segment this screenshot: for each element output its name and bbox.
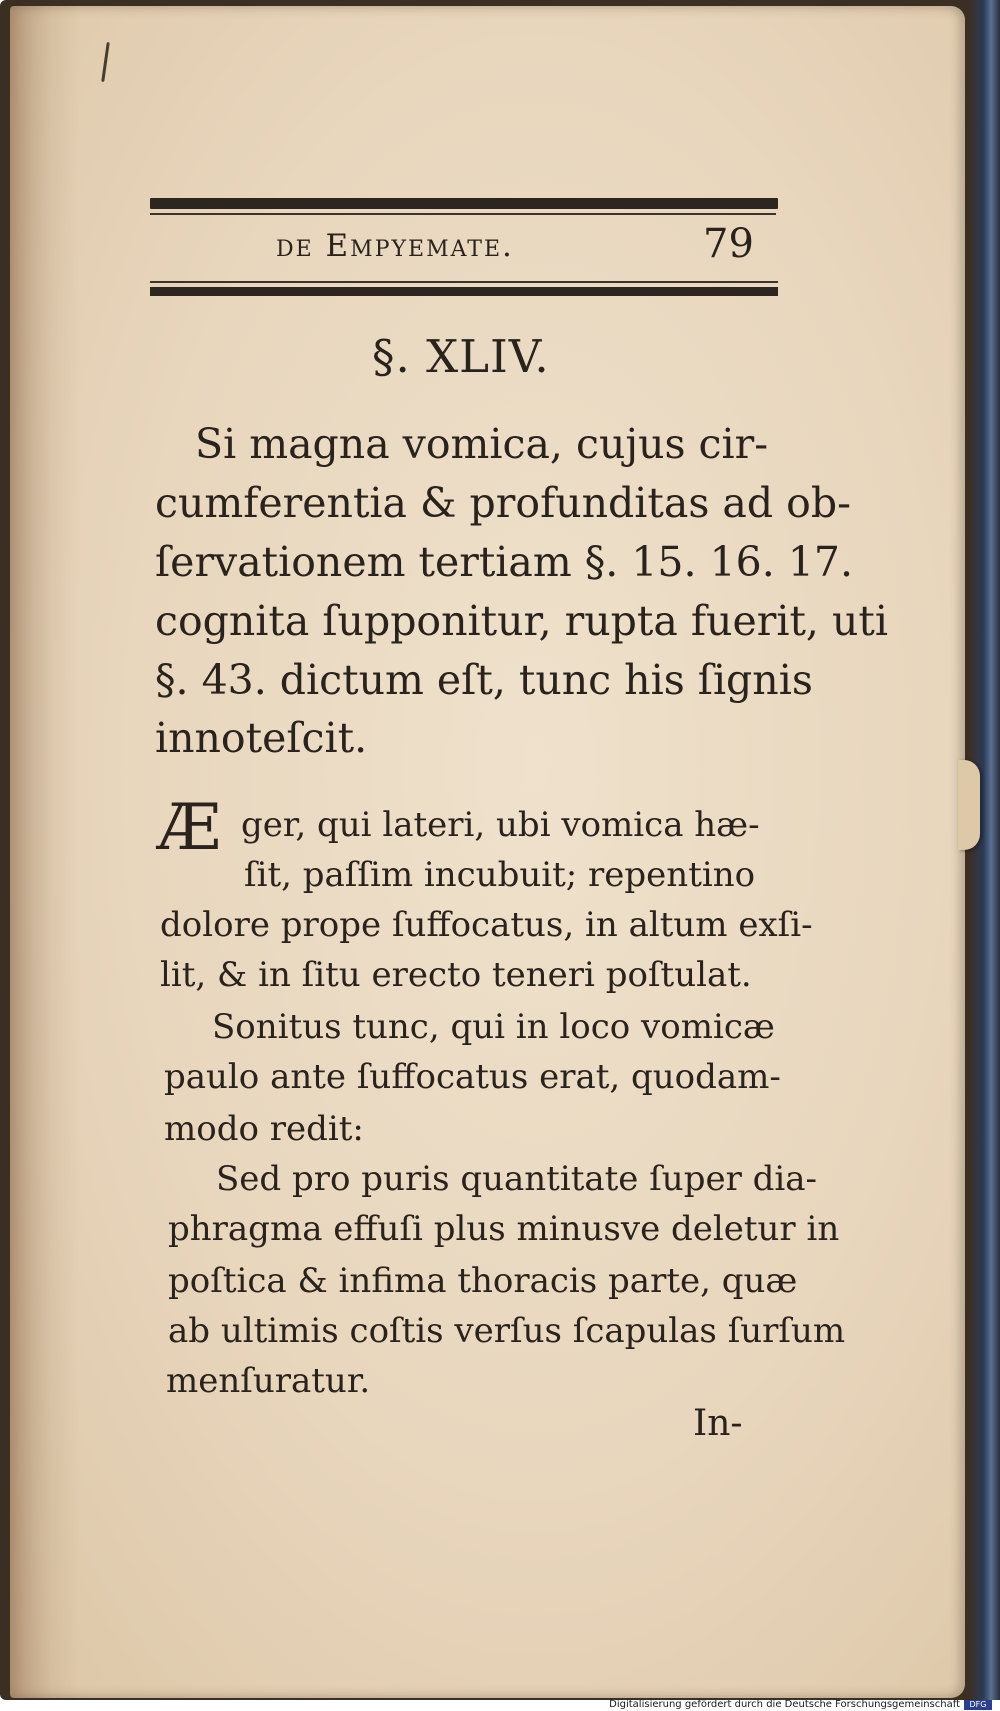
para1-line: Si magna vomica, cujus cir-	[195, 420, 769, 468]
para2-line: menſuratur.	[166, 1361, 371, 1401]
drop-cap-letter: Æ	[157, 791, 222, 865]
para1-line: cognita ſupponitur, rupta fuerit, uti	[155, 597, 888, 645]
para1-line: ſervationem tertiam §. 15. 16. 17.	[155, 538, 854, 586]
running-head-title: de Empyemate.	[276, 228, 514, 264]
page-edge-tab	[958, 760, 980, 850]
para1-line: §. 43. dictum eſt, tunc his ſignis	[155, 656, 813, 704]
para2-line: poſtica & infima thoracis parte, quæ	[168, 1261, 798, 1301]
para2-line: phragma effuſi plus minusve deletur in	[168, 1209, 840, 1249]
para1-line: innoteſcit.	[155, 714, 368, 762]
page-gutter-shadow	[10, 6, 80, 1698]
header-rule-top-thin	[150, 213, 776, 215]
page-number: 79	[703, 221, 754, 267]
para2-line: ſit, paſſim incubuit; repentino	[244, 855, 756, 895]
para2-line: paulo ante ſuffocatus erat, quodam-	[164, 1057, 781, 1097]
header-rule-bottom-thin	[150, 281, 778, 283]
catchword: In-	[693, 1403, 743, 1444]
header-rule-bottom	[150, 287, 778, 296]
para2-line: modo redit:	[164, 1109, 364, 1149]
header-rule-top	[150, 198, 778, 209]
para2-line: ab ultimis coſtis verſus ſcapulas ſurſum	[168, 1311, 846, 1351]
para2-line: Sonitus tunc, qui in loco vomicæ	[212, 1007, 775, 1047]
para2-line: lit, & in ſitu erecto teneri poſtulat.	[160, 955, 752, 995]
para2-line: ger, qui lateri, ubi vomica hæ-	[241, 805, 760, 845]
para2-line: Sed pro puris quantitate ſuper dia-	[216, 1159, 818, 1199]
book-spine-edge	[970, 0, 1000, 1700]
section-heading: §. XLIV.	[372, 330, 550, 383]
para2-line: dolore prope ſuffocatus, in altum exſi-	[160, 905, 813, 945]
footer-credit-text: Digitalisierung gefördert durch die Deutsche Forschungsgemeinschaft	[609, 1699, 960, 1710]
para1-line: cumferentia & profunditas ad ob-	[155, 479, 851, 527]
dfg-logo: DFG	[964, 1700, 992, 1710]
